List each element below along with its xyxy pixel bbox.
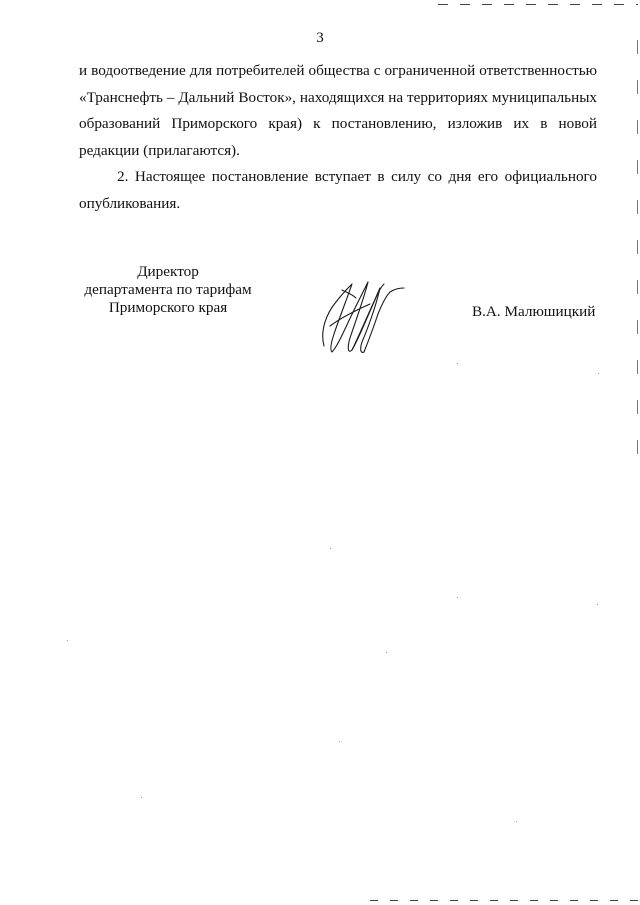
signatory-position (78, 263, 258, 317)
position-line-3: Приморского края (108, 299, 228, 316)
document-body (79, 58, 597, 217)
scan-speck (386, 652, 387, 653)
scan-speck (330, 548, 331, 549)
paragraph-1-line-2: «Транснефть – Дальний Восток», находящихся на территориях муниципальных (79, 88, 597, 106)
scan-edge-right (637, 40, 638, 460)
page-number: 3 (316, 30, 324, 46)
scan-speck (457, 597, 458, 598)
position-line-1: Директор (137, 263, 199, 280)
scan-edge-bottom (370, 900, 638, 901)
scan-speck (598, 373, 599, 374)
paragraph-1-line-3: образований Приморского края) к постановлению, изложив их в новой (79, 115, 597, 132)
scan-speck (141, 797, 142, 798)
paragraph-1-line-1: и водоотведение для потребителей общества с ограниченной ответственностью (79, 62, 597, 79)
scan-edge-top (438, 4, 638, 5)
scan-speck (67, 640, 68, 641)
handwritten-signature (312, 276, 407, 361)
scan-speck (597, 604, 598, 605)
scan-speck (339, 741, 340, 742)
signer-name: В.А. Малюшицкий (472, 303, 596, 320)
position-line-2: департамента по тарифам (84, 281, 252, 298)
paragraph-2-line-2: опубликования. (79, 194, 181, 212)
paragraph-1-line-4: редакции (прилагаются). (79, 141, 240, 159)
paragraph-2-line-1: 2. Настоящее постановление вступает в силу со дня его официального (117, 168, 597, 185)
scan-speck (457, 363, 458, 364)
scan-speck (516, 821, 517, 822)
